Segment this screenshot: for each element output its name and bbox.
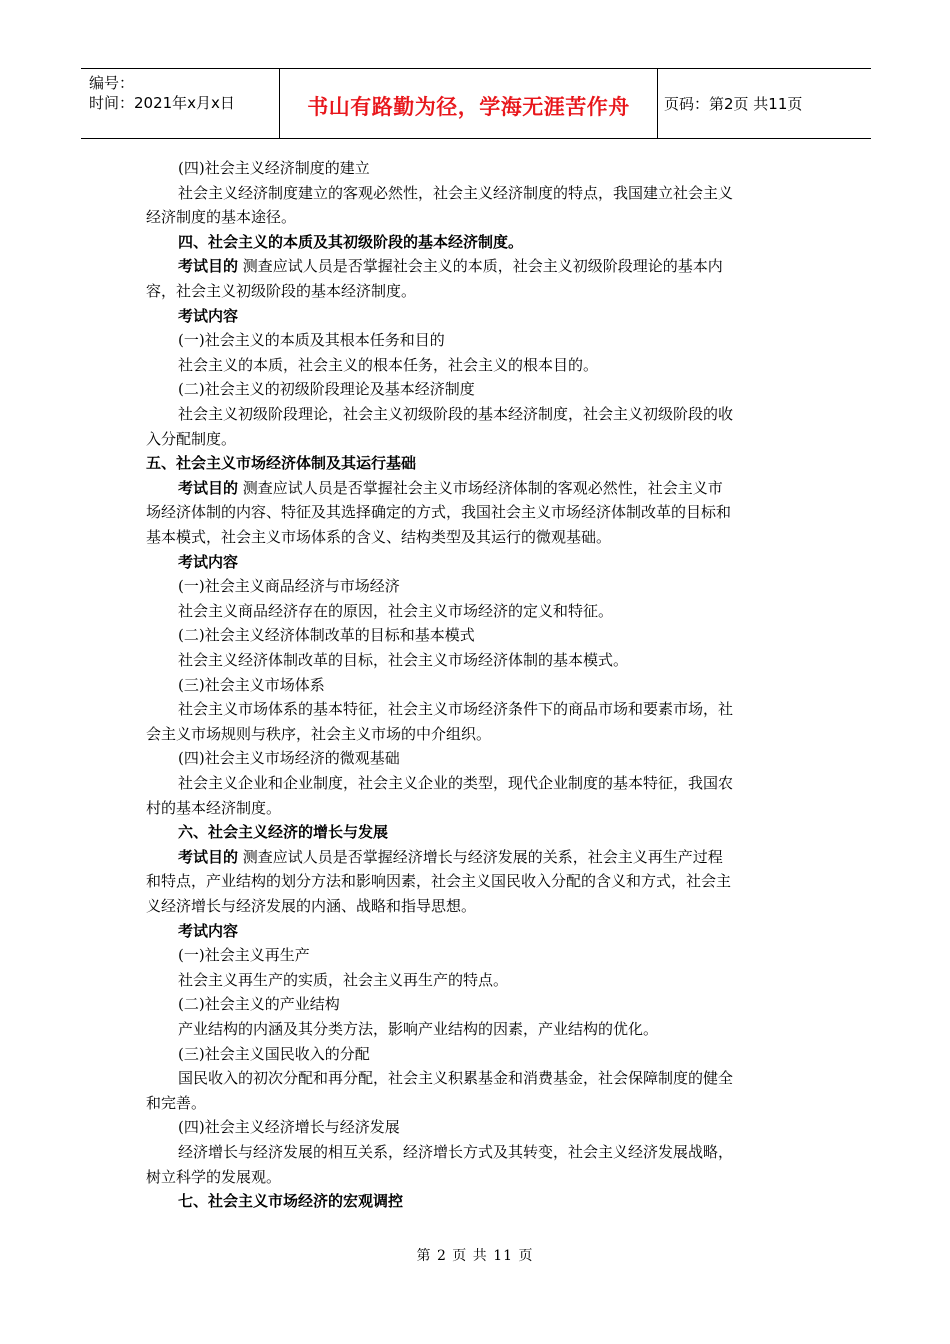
body-line xyxy=(146,428,236,450)
body-line xyxy=(178,329,445,351)
section-heading xyxy=(178,305,238,327)
body-line xyxy=(178,649,628,671)
body-line xyxy=(178,747,400,769)
body-line xyxy=(178,674,325,696)
body-line xyxy=(146,723,491,745)
line-text: (四)社会主义市场经济的微观基础 xyxy=(178,749,400,768)
body-line xyxy=(178,354,598,376)
line-text: 社会主义的本质，社会主义的根本任务，社会主义的根本目的。 xyxy=(178,355,599,374)
section-heading xyxy=(178,231,523,253)
body-line xyxy=(178,846,723,868)
line-text: (二)社会主义的产业结构 xyxy=(178,995,340,1014)
line-text: 五、社会主义市场经济体制及其运行基础 xyxy=(146,454,417,473)
line-text: 和特点，产业结构的划分方法和影响因素，社会主义国民收入分配的含义和方式，社会主 xyxy=(146,872,732,891)
body-line xyxy=(178,1067,733,1089)
line-text: (一)社会主义商品经济与市场经济 xyxy=(178,577,400,596)
line-text: (三)社会主义市场体系 xyxy=(178,675,325,694)
line-text: 社会主义再生产的实质，社会主义再生产的特点。 xyxy=(178,970,509,989)
line-text: 测查应试人员是否掌握社会主义的本质，社会主义初级阶段理论的基本内 xyxy=(238,257,723,276)
line-text: 考试内容 xyxy=(178,306,239,325)
body-line xyxy=(178,1043,370,1065)
section-heading xyxy=(178,920,238,942)
line-text: 社会主义市场体系的基本特征，社会主义市场经济条件下的商品市场和要素市场，社 xyxy=(178,700,734,719)
body-line xyxy=(178,477,723,499)
line-text: 基本模式，社会主义市场体系的含义、结构类型及其运行的微观基础。 xyxy=(146,528,612,546)
section-heading xyxy=(178,551,238,573)
line-text: 考试内容 xyxy=(178,921,239,940)
body-line xyxy=(146,526,611,548)
line-text: 容，社会主义初级阶段的基本经济制度。 xyxy=(146,282,417,300)
line-text: (一)社会主义再生产 xyxy=(178,946,310,965)
line-text: (三)社会主义国民收入的分配 xyxy=(178,1044,370,1063)
line-text: 义经济增长与经济发展的内涵、战略和指导思想。 xyxy=(146,897,477,915)
line-text: 考试内容 xyxy=(178,552,239,571)
line-text: 测查应试人员是否掌握社会主义市场经济体制的客观必然性，社会主义市 xyxy=(238,478,723,497)
body-line xyxy=(178,1116,400,1138)
line-text: 入分配制度。 xyxy=(146,429,237,448)
header-meta-cell xyxy=(81,69,280,138)
line-text: 社会主义商品经济存在的原因，社会主义市场经济的定义和特征。 xyxy=(178,601,614,620)
header-table xyxy=(81,68,871,139)
line-text: 村的基本经济制度。 xyxy=(146,798,282,817)
section-heading xyxy=(146,452,416,474)
header-page-cell xyxy=(658,69,871,138)
header-motto: 书山有路勤为径，学海无涯苦作舟 xyxy=(307,95,630,119)
body-line xyxy=(146,280,416,302)
body-line xyxy=(178,944,310,966)
exam-purpose-label: 考试目的 xyxy=(178,478,239,497)
body-line xyxy=(178,969,508,991)
body-line xyxy=(178,993,340,1015)
line-text: 四、社会主义的本质及其初级阶段的基本经济制度。 xyxy=(178,232,524,251)
body-line xyxy=(146,206,296,228)
body-line xyxy=(146,501,731,523)
exam-purpose-label: 考试目的 xyxy=(178,257,239,276)
line-text: 树立科学的发展观。 xyxy=(146,1167,282,1186)
body-line xyxy=(178,698,733,720)
header-motto-cell xyxy=(280,69,658,138)
body-line xyxy=(178,157,370,179)
body-line xyxy=(178,378,475,400)
line-text: 社会主义经济制度建立的客观必然性，社会主义经济制度的特点，我国建立社会主义 xyxy=(178,183,734,202)
line-text: (二)社会主义经济体制改革的目标和基本模式 xyxy=(178,626,475,645)
line-text: 和完善。 xyxy=(146,1093,207,1112)
line-text: 社会主义企业和企业制度，社会主义企业的类型，现代企业制度的基本特征，我国农 xyxy=(178,774,734,792)
line-text: 经济制度的基本途径。 xyxy=(146,208,297,227)
line-text: 经济增长与经济发展的相互关系，经济增长方式及其转变，社会主义经济发展战略， xyxy=(178,1143,734,1161)
line-text: 七、社会主义市场经济的宏观调控 xyxy=(178,1192,404,1211)
body-line xyxy=(178,575,400,597)
body-line xyxy=(178,600,613,622)
body-line xyxy=(146,1092,206,1114)
body-line xyxy=(178,772,733,794)
section-heading xyxy=(178,1190,403,1212)
document-number-label: 编号： xyxy=(89,74,135,92)
line-text: 六、社会主义经济的增长与发展 xyxy=(178,823,389,842)
body-line xyxy=(178,624,475,646)
body-line xyxy=(146,870,731,892)
page-footer: 第 2 页 共 11 页 xyxy=(416,1248,534,1264)
body-line xyxy=(146,797,281,819)
body-line xyxy=(178,1141,733,1163)
document-date: 时间：2021年x月x日 xyxy=(89,94,235,112)
line-text: (二)社会主义的初级阶段理论及基本经济制度 xyxy=(178,380,475,399)
body-line xyxy=(146,1166,281,1188)
line-text: 社会主义经济体制改革的目标，社会主义市场经济体制的基本模式。 xyxy=(178,651,629,669)
section-heading xyxy=(178,821,388,843)
line-text: 社会主义初级阶段理论，社会主义初级阶段的基本经济制度，社会主义初级阶段的收 xyxy=(178,405,734,423)
body-line xyxy=(178,1018,658,1040)
exam-purpose-label: 考试目的 xyxy=(178,847,239,866)
body-line xyxy=(178,182,733,204)
line-text: 国民收入的初次分配和再分配，社会主义积累基金和消费基金，社会保障制度的健全 xyxy=(178,1069,734,1088)
line-text: (四)社会主义经济制度的建立 xyxy=(178,159,370,177)
line-text: 会主义市场规则与秩序，社会主义市场的中介组织。 xyxy=(146,724,492,743)
line-text: (四)社会主义经济增长与经济发展 xyxy=(178,1118,400,1137)
line-text: 产业结构的内涵及其分类方法，影响产业结构的因素，产业结构的优化。 xyxy=(178,1020,659,1038)
line-text: 场经济体制的内容、特征及其选择确定的方式，我国社会主义市场经济体制改革的目标和 xyxy=(146,503,732,522)
header-page-info: 页码：第2页 共11页 xyxy=(664,95,803,113)
body-line xyxy=(178,403,733,425)
body-line xyxy=(178,255,723,277)
body-line xyxy=(146,895,476,917)
line-text: (一)社会主义的本质及其根本任务和目的 xyxy=(178,331,445,350)
line-text: 测查应试人员是否掌握经济增长与经济发展的关系，社会主义再生产过程 xyxy=(238,847,723,866)
